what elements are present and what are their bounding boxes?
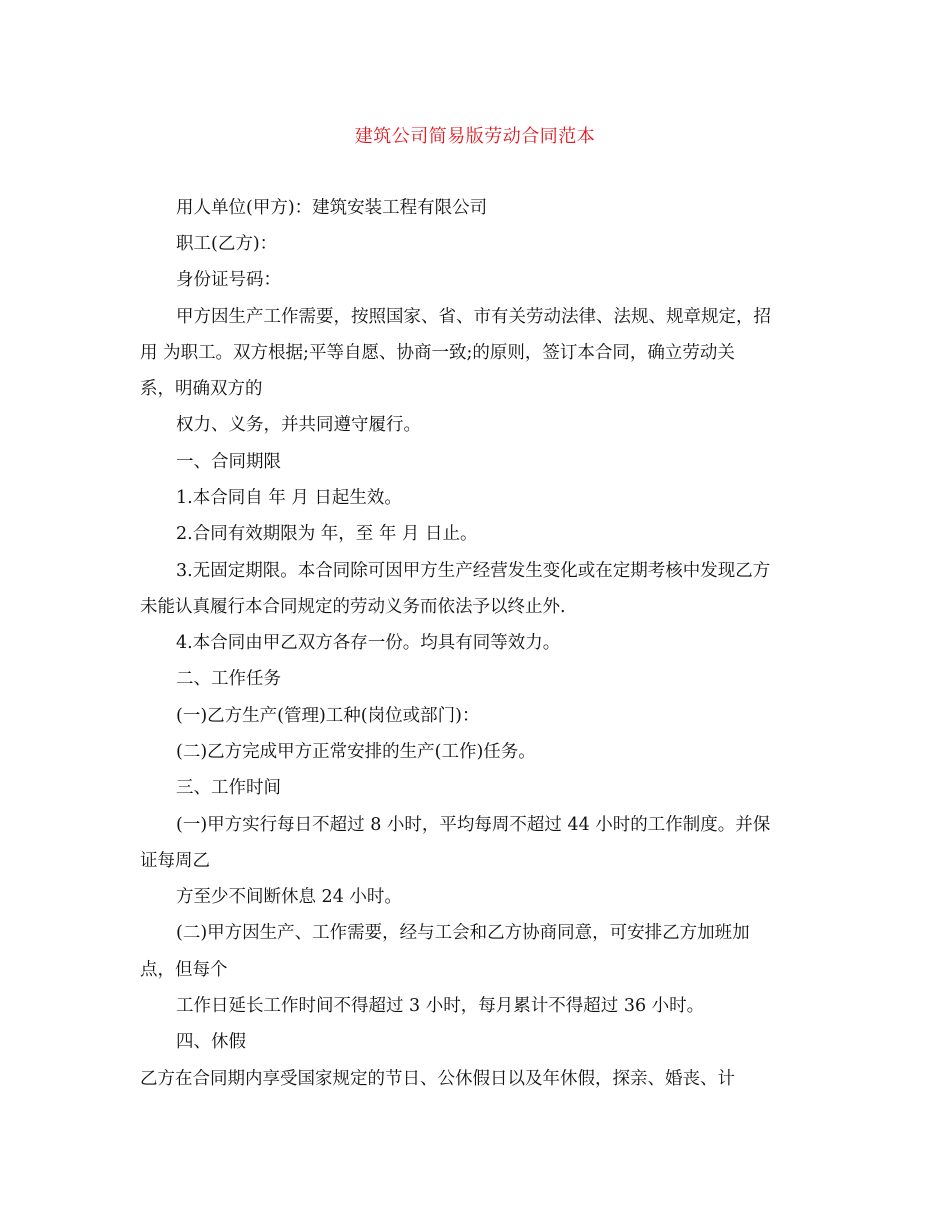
- section-heading: 二、工作任务: [176, 669, 281, 689]
- employer-line: 用人单位(甲方)：建筑安装工程有限公司: [176, 198, 488, 218]
- clause-line: 点，但每个: [140, 960, 228, 980]
- clause-line: (一)甲方实行每日不超过 8 小时，平均每周不超过 44 小时的工作制度。并保: [176, 815, 771, 835]
- paragraph-line: 系，明确双方的: [140, 379, 263, 399]
- clause-line: 3.无固定期限。本合同除可因甲方生产经营发生变化或在定期考核中发现乙方: [176, 561, 771, 581]
- clause-line: 乙方在合同期内享受国家规定的节日、公休假日以及年休假，探亲、婚丧、计: [140, 1069, 735, 1089]
- paragraph-line: 用 为职工。双方根据;平等自愿、协商一致;的原则，签订本合同，确立劳动关: [140, 343, 735, 363]
- clause-line: (二)乙方完成甲方正常安排的生产(工作)任务。: [176, 742, 536, 762]
- clause-line: 2.合同有效期限为 年，至 年 月 日止。: [176, 524, 478, 544]
- clause-line: (二)甲方因生产、工作需要，经与工会和乙方协商同意，可安排乙方加班加: [176, 923, 750, 943]
- document-title: 建筑公司简易版劳动合同范本: [354, 126, 596, 147]
- paragraph-line: 甲方因生产工作需要，按照国家、省、市有关劳动法律、法规、规章规定，招: [176, 307, 771, 327]
- clause-line: 1.本合同自 年 月 日起生效。: [176, 488, 402, 508]
- clause-line: (一)乙方生产(管理)工种(岗位或部门)：: [176, 706, 480, 726]
- section-heading: 一、合同期限: [176, 452, 281, 472]
- section-heading: 三、工作时间: [176, 778, 281, 798]
- clause-line: 未能认真履行本合同规定的劳动义务而依法予以终止外.: [140, 597, 566, 617]
- id-number-line: 身份证号码：: [176, 270, 281, 290]
- clause-line: 方至少不间断休息 24 小时。: [176, 887, 402, 907]
- section-heading: 四、休假: [176, 1032, 246, 1052]
- paragraph-line: 权力、义务，并共同遵守履行。: [176, 415, 421, 435]
- clause-line: 工作日延长工作时间不得超过 3 小时，每月累计不得超过 36 小时。: [176, 996, 705, 1016]
- clause-line: 4.本合同由甲乙双方各存一份。均具有同等效力。: [176, 633, 561, 653]
- employee-line: 职工(乙方)：: [176, 234, 278, 254]
- clause-line: 证每周乙: [140, 851, 210, 871]
